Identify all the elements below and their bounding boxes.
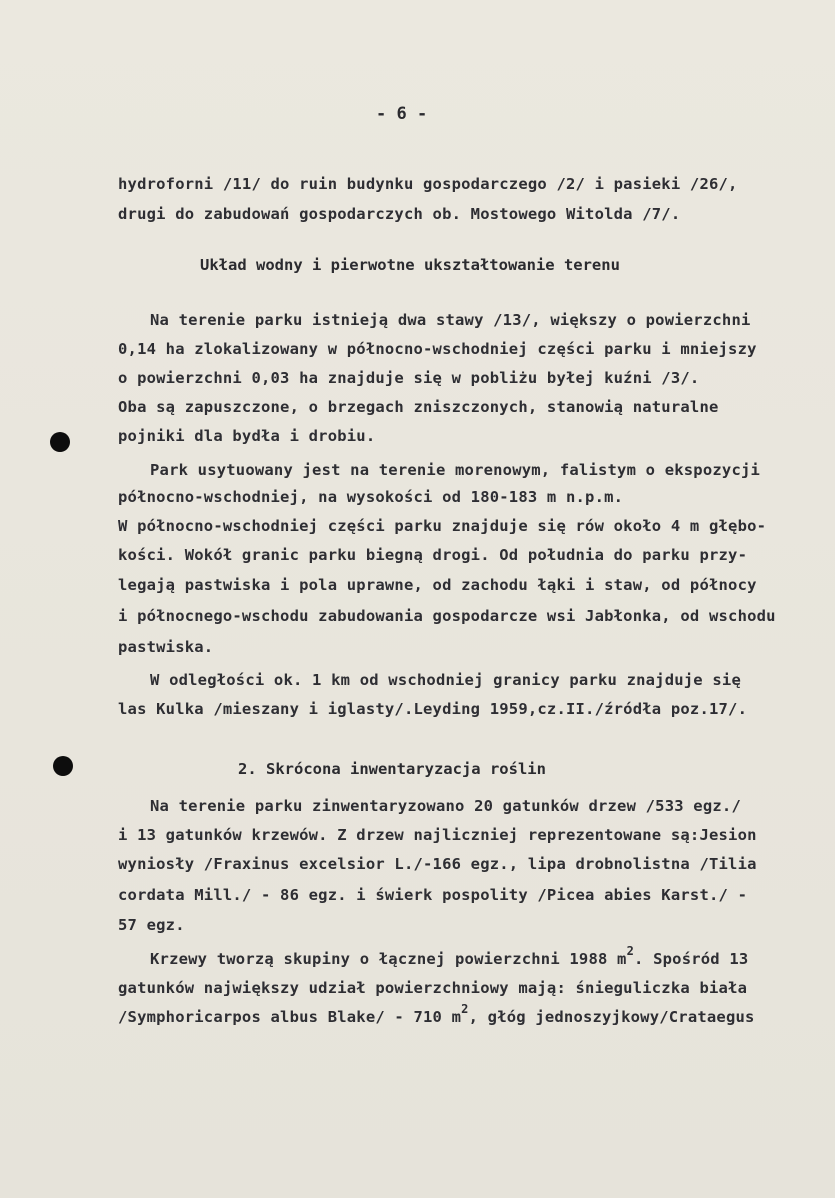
text-line: cordata Mill./ - 86 egz. i świerk pospolity /Picea abies Karst./ - (118, 886, 748, 904)
text-line: Na terenie parku zinwentaryzowano 20 gatunków drzew /533 egz./ (150, 797, 741, 815)
text-segment: , głóg jednoszyjkowy/Crataegus (468, 1008, 755, 1026)
text-line: las Kulka /mieszany i iglasty/.Leyding 1959,cz.II./źródła poz.17/. (118, 700, 748, 718)
text-line: wyniosły /Fraxinus excelsior L./-166 egz., lipa drobnolistna /Tilia (118, 855, 757, 873)
text-line: 57 egz. (118, 916, 185, 934)
section-heading: Układ wodny i pierwotne ukształtowanie terenu (200, 256, 620, 274)
text-line: i 13 gatunków krzewów. Z drzew najliczniej reprezentowane są:Jesion (118, 826, 757, 844)
text-line: kości. Wokół granic parku biegną drogi. Od południa do parku przy- (118, 546, 748, 564)
text-line: W północno-wschodniej części parku znajduje się rów około 4 m głębo- (118, 517, 767, 535)
text-line: Na terenie parku istnieją dwa stawy /13/, większy o powierzchni (150, 311, 751, 329)
punch-hole (50, 432, 70, 452)
text-line (150, 944, 749, 968)
text-line: gatunków największy udział powierzchniowy mają: śnieguliczka biała (118, 979, 748, 997)
text-line: hydroforni /11/ do ruin budynku gospodarczego /2/ i pasieki /26/, (118, 175, 738, 193)
text-line: pastwiska. (118, 638, 214, 656)
text-line: 0,14 ha zlokalizowany w północno-wschodniej części parku i mniejszy (118, 340, 757, 358)
text-line: pojniki dla bydła i drobiu. (118, 427, 376, 445)
text-line: legają pastwiska i pola uprawne, od zachodu łąki i staw, od północy (118, 576, 757, 594)
text-line: o powierzchni 0,03 ha znajduje się w pobliżu byłej kuźni /3/. (118, 369, 700, 387)
section-heading: 2. Skrócona inwentaryzacja roślin (238, 760, 546, 778)
text-line: północno-wschodniej, na wysokości od 180-183 m n.p.m. (118, 488, 624, 506)
text-segment: Krzewy tworzą skupiny o łącznej powierzchni 1988 m (150, 950, 627, 968)
superscript: 2 (626, 944, 635, 958)
text-line: Oba są zapuszczone, o brzegach zniszczonych, stanowią naturalne (118, 398, 719, 416)
text-line: drugi do zabudowań gospodarczych ob. Mostowego Witolda /7/. (118, 205, 681, 223)
text-segment: /Symphoricarpos albus Blake/ - 710 m (118, 1008, 462, 1026)
text-line: i północnego-wschodu zabudowania gospodarcze wsi Jabłonka, od wschodu (118, 607, 776, 625)
text-line: W odległości ok. 1 km od wschodniej granicy parku znajduje się (150, 671, 741, 689)
text-line: Park usytuowany jest na terenie morenowym, falistym o ekspozycji (150, 461, 761, 479)
punch-hole (53, 756, 73, 776)
page-number: - 6 - (376, 104, 428, 124)
text-segment: . Spośród 13 (634, 950, 749, 968)
superscript: 2 (461, 1002, 469, 1016)
text-line (118, 1002, 755, 1026)
